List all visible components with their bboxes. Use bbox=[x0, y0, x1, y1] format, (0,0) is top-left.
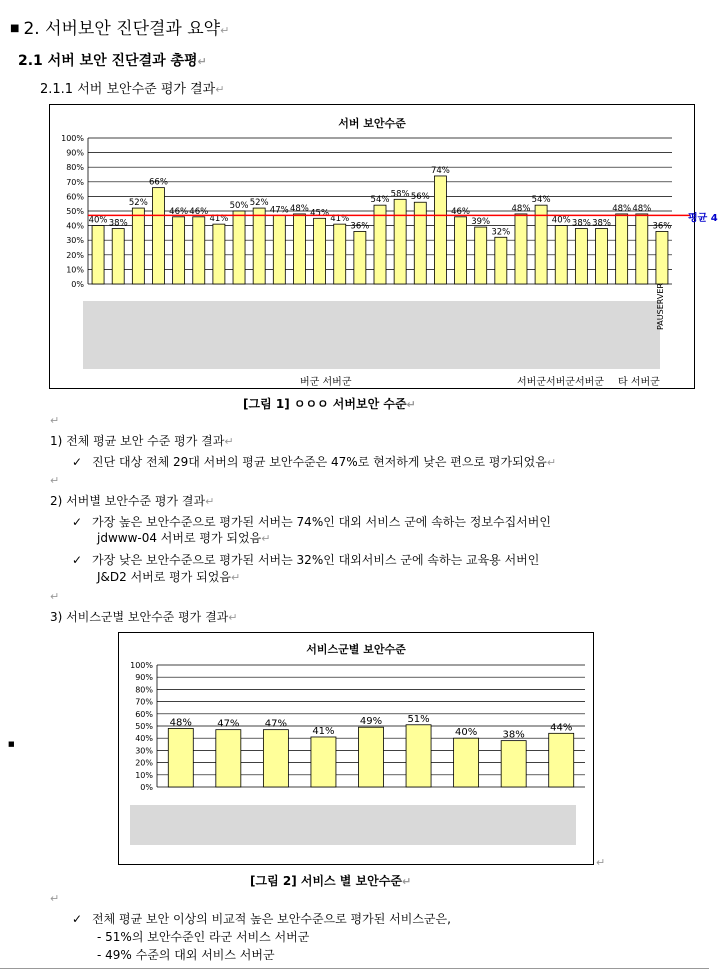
chart1-bar bbox=[193, 217, 205, 284]
chart1-bar bbox=[495, 237, 507, 284]
chart1-data-label: 36% bbox=[652, 221, 672, 232]
chart2-data-label: 48% bbox=[169, 717, 192, 729]
heading-bullet: ■ bbox=[10, 23, 20, 34]
chart1-data-label: 46% bbox=[189, 206, 209, 217]
paragraph-mark: ↵ bbox=[596, 856, 606, 869]
check-icon: ✓ bbox=[72, 912, 83, 926]
section-2-bullet-1-line-1: 가장 높은 보안수준으로 평가된 서버는 74%인 대외 서비스 군에 속하는 정보수집서버인 bbox=[92, 515, 551, 529]
chart1-bar bbox=[656, 231, 668, 284]
chart1-bar bbox=[92, 226, 104, 284]
chart1-data-label: 40% bbox=[551, 215, 571, 226]
chart1-bar bbox=[173, 217, 185, 284]
summary-bullet bbox=[72, 910, 451, 927]
figure-2-caption-text: [그림 2] 서비스 별 보안수준 bbox=[250, 874, 402, 888]
section-2-bullet-1-cont bbox=[97, 529, 270, 546]
chart1-bar bbox=[394, 199, 406, 284]
chart2-y-tick-label: 0% bbox=[140, 783, 153, 792]
chart1-bar bbox=[535, 205, 547, 284]
section-2-bullet-2 bbox=[72, 551, 539, 568]
chart2-bar bbox=[454, 738, 479, 787]
chart1-bar bbox=[253, 208, 265, 284]
paragraph-mark: ↵ bbox=[224, 435, 234, 448]
section-1-title-text: 1) 전체 평균 보안 수준 평가 결과 bbox=[50, 434, 225, 448]
chart1-data-label: 46% bbox=[169, 206, 189, 217]
chart1-bar bbox=[314, 218, 326, 284]
summary-bullet-text: 전체 평균 보안 이상의 비교적 높은 보안수준으로 평가된 서비스군은, bbox=[92, 912, 451, 926]
paragraph-mark: ↵ bbox=[401, 875, 412, 888]
section-3-title bbox=[50, 608, 238, 625]
heading-2-text: 2.1 서버 보안 진단결과 총평 bbox=[18, 53, 198, 69]
check-icon: ✓ bbox=[72, 515, 83, 529]
chart2-data-label: 38% bbox=[502, 729, 525, 741]
chart1-data-label: 48% bbox=[511, 203, 531, 214]
section-2-bullet-2-cont bbox=[97, 568, 240, 585]
chart2-data-label: 49% bbox=[359, 716, 383, 728]
chart1-bar bbox=[475, 227, 487, 284]
chart1-data-label: 52% bbox=[128, 198, 148, 209]
section-1-title bbox=[50, 432, 234, 449]
chart2-bar bbox=[216, 730, 241, 787]
chart1-bar bbox=[575, 229, 587, 284]
chart1-data-label: 58% bbox=[390, 189, 410, 200]
redacted-labels-2 bbox=[130, 805, 576, 845]
chart2-y-tick-label: 80% bbox=[135, 685, 153, 695]
chart1-bar bbox=[515, 214, 527, 284]
chart2-y-tick-label: 70% bbox=[135, 697, 153, 707]
chart1-data-label: 45% bbox=[310, 208, 330, 219]
chart2-data-label: 40% bbox=[454, 727, 478, 739]
paragraph-mark: ↵ bbox=[197, 55, 207, 68]
heading-1 bbox=[10, 14, 229, 39]
chart-1-title: 서버 보안수준 bbox=[338, 117, 406, 130]
chart1-y-tick-label: 80% bbox=[66, 163, 84, 173]
chart1-bar bbox=[152, 188, 164, 284]
empty-paragraph: ↵ bbox=[50, 414, 60, 427]
chart1-data-label: 48% bbox=[612, 203, 632, 214]
chart1-y-tick-label: 50% bbox=[66, 207, 84, 216]
chart1-bar bbox=[636, 214, 648, 284]
chart1-y-tick-label: 10% bbox=[66, 265, 84, 275]
chart1-bar bbox=[555, 226, 567, 284]
section-2-bullet-2-line-2: J&D2 서버로 평가 되었음 bbox=[97, 570, 231, 584]
bottom-label-2: 서버군서버군서버군 bbox=[517, 377, 604, 388]
chart1-bar bbox=[213, 224, 225, 284]
paragraph-mark: ↵ bbox=[215, 83, 225, 96]
chart1-data-label: 38% bbox=[108, 218, 128, 229]
chart1-y-tick-label: 30% bbox=[66, 236, 84, 246]
paragraph-mark: ↵ bbox=[261, 532, 271, 545]
figure-1-caption-text: [그림 1] ㅇㅇㅇ 서버보안 수준 bbox=[243, 397, 407, 411]
paragraph-mark: ↵ bbox=[205, 495, 215, 508]
chart1-y-tick-label: 60% bbox=[66, 192, 84, 202]
chart1-y-tick-label: 90% bbox=[66, 148, 84, 158]
empty-paragraph: ↵ bbox=[50, 474, 60, 487]
chart2-y-tick-label: 20% bbox=[135, 758, 153, 768]
bottom-label-1: 버군 서버군 bbox=[300, 377, 352, 388]
paragraph-mark: ↵ bbox=[406, 398, 416, 411]
chart1-data-label: 36% bbox=[350, 221, 370, 232]
chart2-y-tick-label: 90% bbox=[135, 673, 153, 683]
page-bottom-rule bbox=[0, 968, 709, 969]
chart1-bar bbox=[293, 214, 305, 284]
chart1-bar bbox=[132, 208, 144, 284]
chart1-data-label: 66% bbox=[149, 177, 168, 188]
chart1-bar bbox=[596, 229, 608, 284]
chart1-data-label: 41% bbox=[209, 214, 229, 225]
chart1-y-tick-label: 40% bbox=[66, 221, 84, 231]
figure-1-chart bbox=[49, 104, 695, 389]
summary-line-2: - 49% 수준의 대외 서비스 서버군 bbox=[97, 948, 275, 962]
chart1-bar bbox=[354, 231, 366, 284]
avg-label: 평균 4 bbox=[688, 213, 718, 224]
section-3-title-text: 3) 서비스군별 보안수준 평가 결과 bbox=[50, 610, 229, 624]
heading-3-text: 2.1.1 서버 보안수준 평가 결과 bbox=[40, 82, 216, 97]
chart1-y-tick-label: 100% bbox=[61, 134, 84, 143]
chart2-bar bbox=[501, 741, 526, 787]
chart2-bar bbox=[311, 737, 336, 787]
chart1-data-label: 54% bbox=[531, 195, 551, 206]
figure-1-caption bbox=[243, 395, 416, 412]
chart1-data-label: 38% bbox=[592, 218, 611, 229]
chart1-bar bbox=[233, 211, 245, 284]
chart2-y-tick-label: 10% bbox=[135, 770, 153, 780]
heading-3 bbox=[40, 78, 224, 97]
chart2-data-label: 41% bbox=[312, 725, 335, 737]
chart1-bar bbox=[434, 176, 446, 284]
section-2-title-text: 2) 서버별 보안수준 평가 결과 bbox=[50, 494, 206, 508]
section-2-title bbox=[50, 492, 214, 509]
check-icon: ✓ bbox=[72, 455, 83, 469]
chart2-bar bbox=[359, 727, 384, 787]
check-icon: ✓ bbox=[72, 553, 83, 567]
paragraph-mark: ↵ bbox=[220, 24, 230, 37]
chart2-y-tick-label: 100% bbox=[130, 661, 153, 670]
chart1-bar bbox=[273, 215, 285, 284]
bottom-label-3: 타 서버군 bbox=[618, 377, 660, 388]
heading-1-text: 2. 서버보안 진단결과 요약 bbox=[23, 19, 221, 39]
heading-2 bbox=[18, 50, 207, 70]
summary-line-1: - 51%의 보안수준인 라군 서비스 서버군 bbox=[97, 930, 310, 944]
chart1-data-label: 39% bbox=[471, 217, 491, 228]
section-1-bullet bbox=[72, 453, 556, 470]
figure-2-chart bbox=[118, 632, 594, 865]
empty-paragraph: ↵ bbox=[50, 892, 60, 905]
chart2-y-tick-label: 30% bbox=[135, 746, 153, 756]
figure-2-caption bbox=[250, 872, 411, 889]
section-2-bullet-1-line-2: jdwww-04 서버로 평가 되었음 bbox=[97, 531, 262, 545]
chart2-y-tick-label: 40% bbox=[135, 734, 153, 744]
chart1-bar bbox=[374, 205, 386, 284]
chart1-y-tick-label: 70% bbox=[66, 177, 84, 187]
right-server-label: PAUSERVER bbox=[656, 283, 665, 330]
chart2-y-tick-label: 60% bbox=[135, 709, 153, 719]
chart2-y-tick-label: 50% bbox=[135, 722, 153, 731]
chart1-data-label: 48% bbox=[289, 203, 309, 214]
chart1-y-tick-label: 0% bbox=[71, 280, 84, 289]
chart1-data-label: 47% bbox=[269, 205, 289, 216]
chart1-y-tick-label: 20% bbox=[66, 250, 84, 260]
chart1-data-label: 38% bbox=[571, 218, 591, 229]
chart1-data-label: 52% bbox=[249, 198, 269, 209]
chart2-bar bbox=[263, 730, 288, 787]
chart2-bar bbox=[406, 725, 431, 787]
paragraph-mark: ↵ bbox=[230, 571, 241, 584]
section-2-bullet-1 bbox=[72, 513, 551, 530]
chart1-data-label: 50% bbox=[229, 201, 249, 211]
chart1-data-label: 46% bbox=[451, 206, 471, 217]
chart1-bar bbox=[334, 224, 346, 284]
chart1-data-label: 56% bbox=[410, 192, 430, 203]
chart1-bar bbox=[414, 202, 426, 284]
section-2-bullet-2-line-1: 가장 낮은 보안수준으로 평가된 서버는 32%인 대외서비스 군에 속하는 교육용 서버인 bbox=[92, 553, 540, 567]
redacted-labels-1 bbox=[83, 301, 660, 369]
chart1-data-label: 48% bbox=[632, 203, 652, 214]
chart1-bar bbox=[112, 229, 124, 284]
paragraph-mark: ↵ bbox=[228, 611, 238, 624]
empty-paragraph: ↵ bbox=[50, 590, 60, 603]
chart1-data-label: 40% bbox=[88, 215, 108, 226]
chart1-data-label: 41% bbox=[330, 214, 350, 225]
margin-bullet: ■ bbox=[8, 740, 15, 748]
section-1-bullet-text: 진단 대상 전체 29대 서버의 평균 보안수준은 47%로 현저하게 낮은 편으로 평가되었음 bbox=[92, 455, 547, 469]
chart1-bar bbox=[616, 214, 628, 284]
chart1-data-label: 74% bbox=[430, 165, 450, 176]
chart-2-title: 서비스군별 보안수준 bbox=[306, 643, 406, 656]
chart1-data-label: 54% bbox=[370, 195, 390, 206]
chart2-data-label: 47% bbox=[264, 718, 288, 730]
chart2-data-label: 44% bbox=[550, 722, 573, 734]
chart1-bar bbox=[455, 217, 467, 284]
chart2-data-label: 47% bbox=[217, 718, 240, 730]
chart1-data-label: 32% bbox=[491, 227, 511, 238]
chart2-bar bbox=[168, 728, 193, 787]
chart2-data-label: 51% bbox=[407, 713, 430, 725]
chart2-bar bbox=[549, 733, 574, 787]
paragraph-mark: ↵ bbox=[546, 456, 557, 469]
